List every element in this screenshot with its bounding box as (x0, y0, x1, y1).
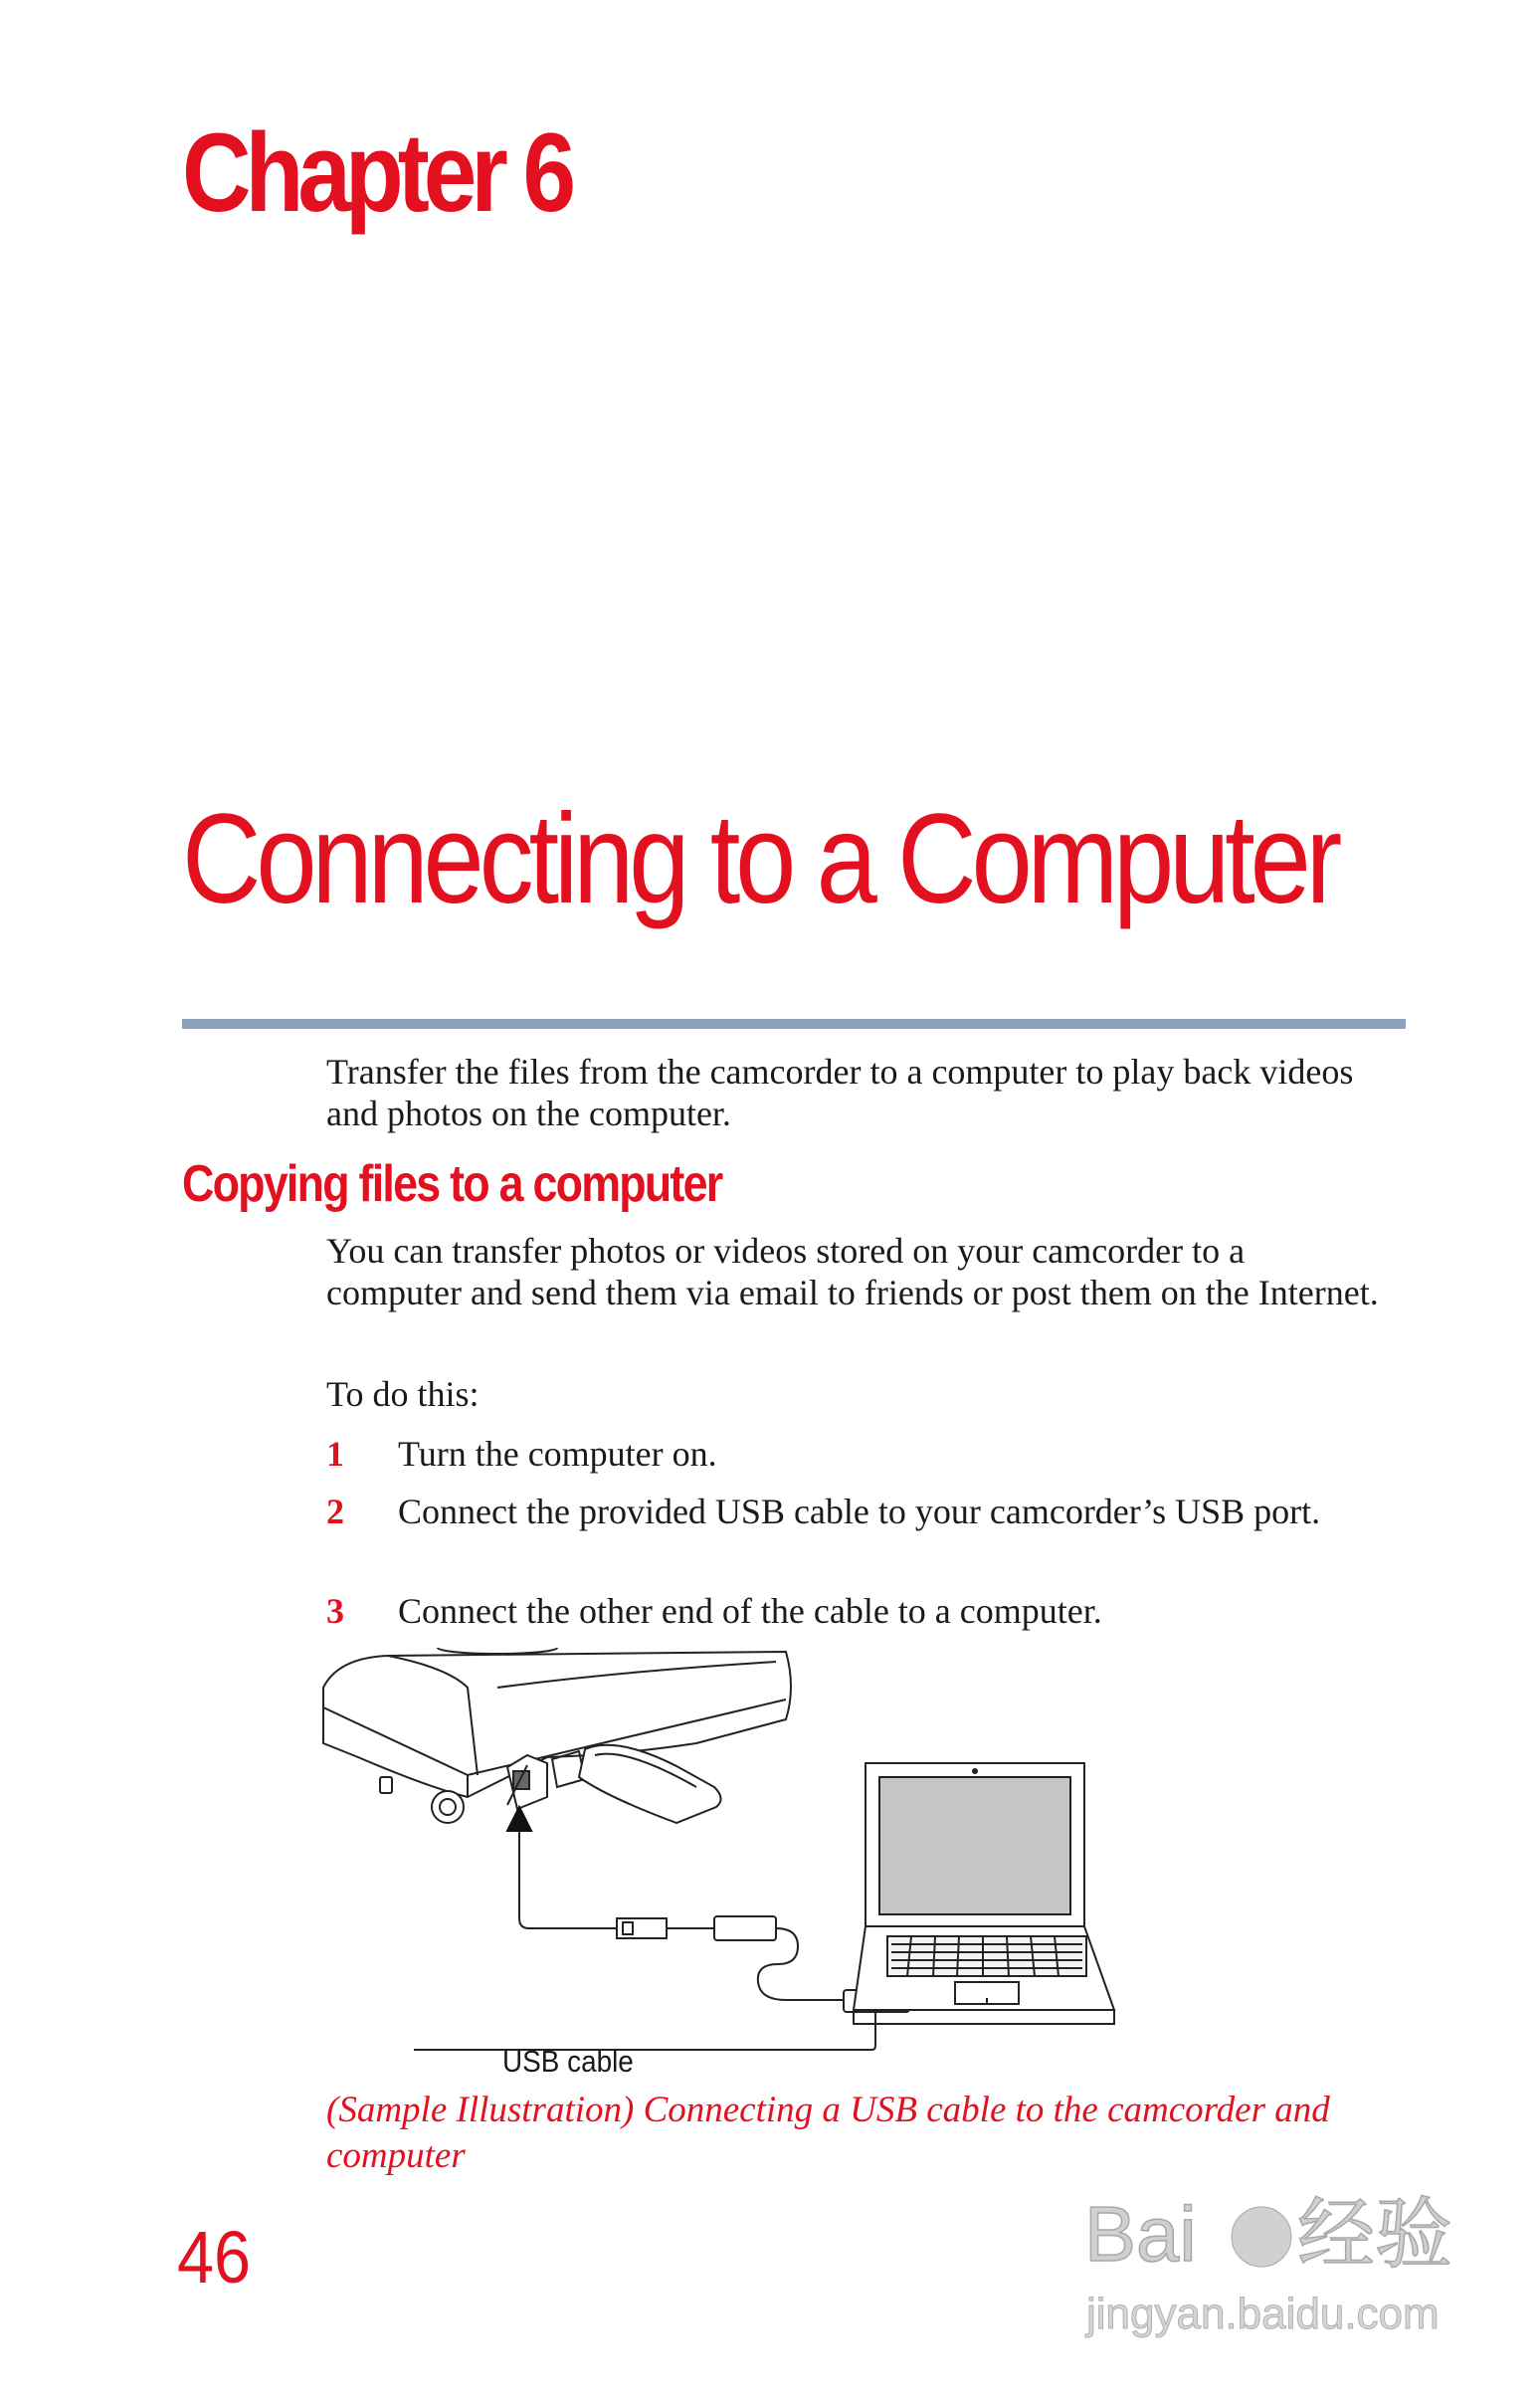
step-text: Connect the provided USB cable to your camcorder’s USB port. (398, 1492, 1321, 1531)
svg-text:Bai: Bai (1084, 2190, 1197, 2278)
svg-text:jingyan.baidu.com: jingyan.baidu.com (1086, 2290, 1440, 2338)
usb-cable-callout: USB cable (502, 2044, 634, 2079)
svg-text:经验: 经验 (1297, 2190, 1453, 2278)
chapter-title: Connecting to a Computer (182, 788, 1338, 930)
usb-cable-drawing (414, 1831, 935, 2050)
step-number: 3 (326, 1591, 344, 1631)
step-number: 1 (326, 1434, 344, 1474)
camcorder-drawing (323, 1648, 791, 1831)
step-number: 2 (326, 1492, 344, 1531)
chapter-label: Chapter 6 (182, 110, 571, 235)
title-divider (182, 1019, 1406, 1029)
step-text: Turn the computer on. (398, 1434, 717, 1474)
intro-paragraph: Transfer the files from the camcorder to a computer to play back videos and photos on the computer. (326, 1052, 1354, 1133)
illustration-caption: (Sample Illustration) Connecting a USB cable to the camcorder and computer (326, 2090, 1330, 2176)
usb-connection-illustration (318, 1648, 1134, 2086)
step-text: Connect the other end of the cable to a computer. (398, 1591, 1102, 1631)
page-number: 46 (177, 2216, 252, 2299)
steps-lead-in: To do this: (326, 1374, 480, 1414)
baidu-jingyan-watermark (1084, 2179, 1472, 2348)
section-heading: Copying files to a computer (182, 1155, 722, 1213)
laptop-drawing (854, 1763, 1114, 2024)
section-paragraph: You can transfer photos or videos stored on your camcorder to a computer and send them via email to friends or post them on the Internet. (326, 1231, 1379, 1312)
